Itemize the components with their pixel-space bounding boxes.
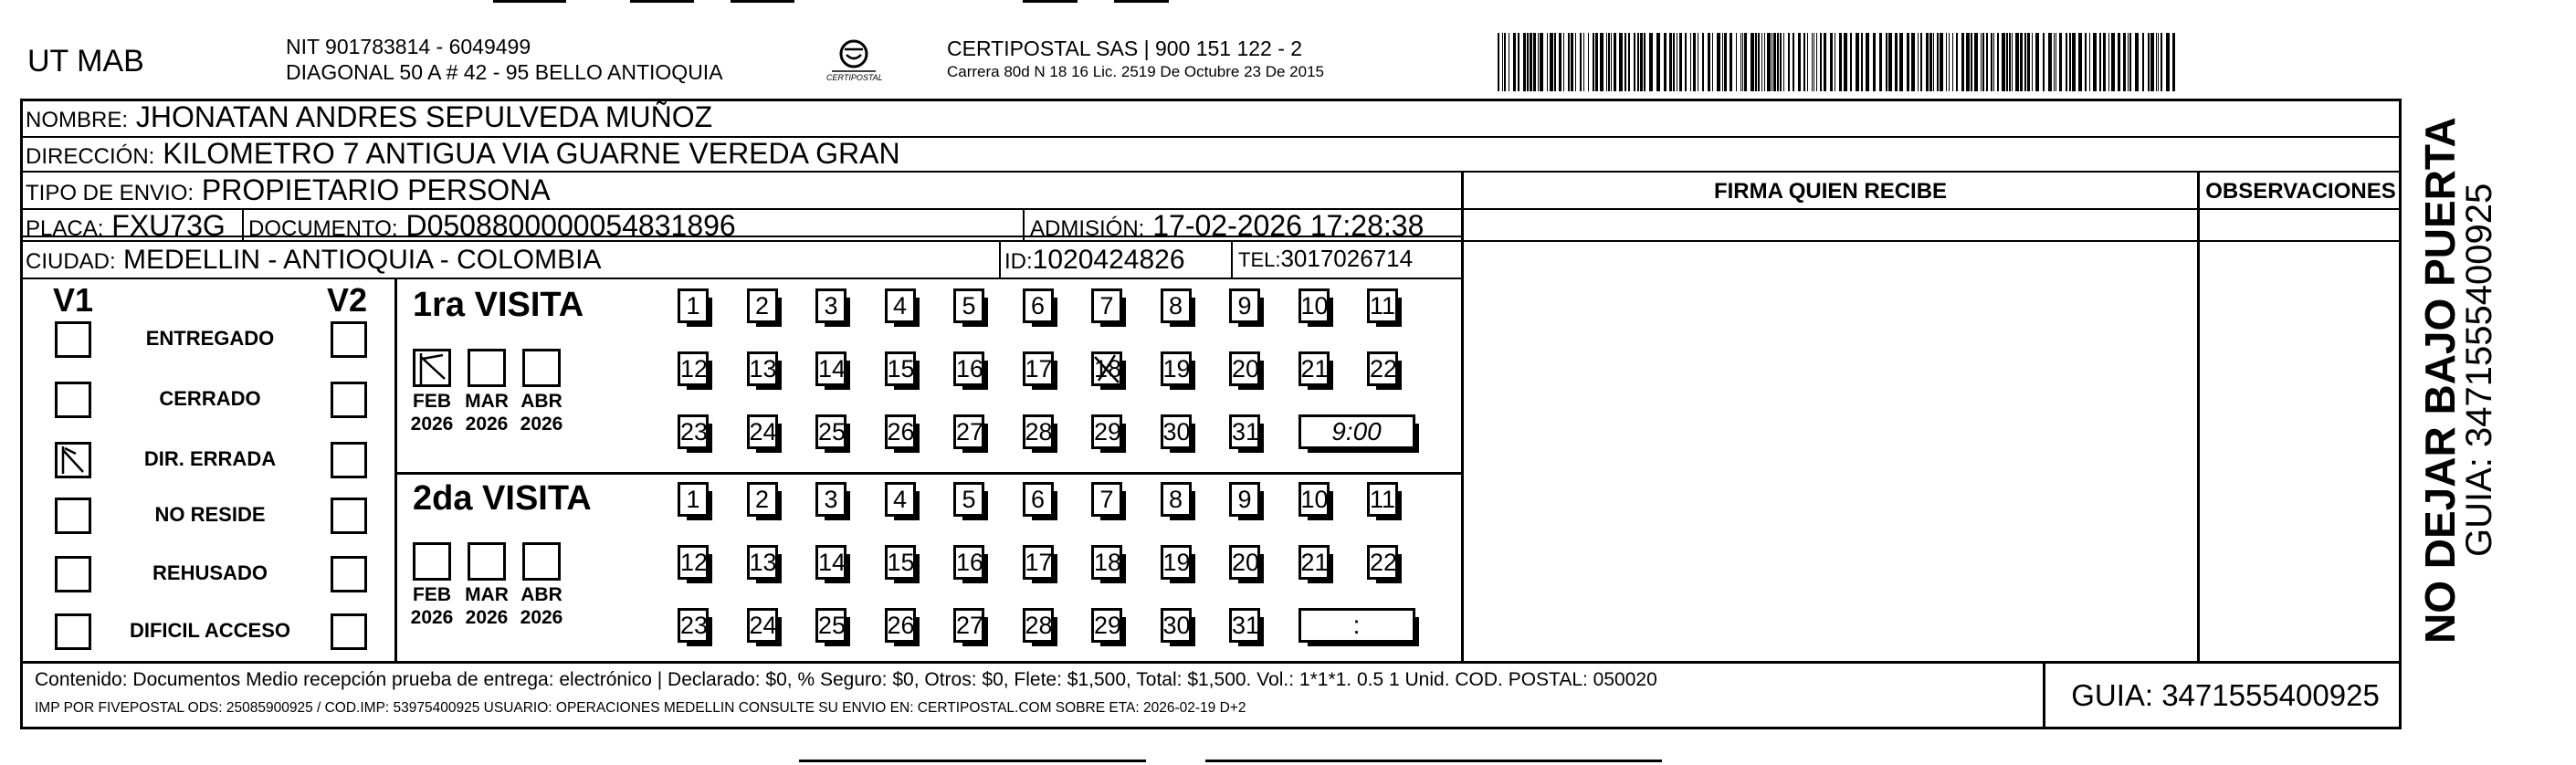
row-divider <box>20 278 1463 279</box>
visit2-title: 2da VISITA <box>413 479 592 518</box>
field-divider <box>999 241 1001 278</box>
field-divider <box>242 209 244 241</box>
day-box[interactable]: 5 <box>953 288 984 323</box>
recipient-name: JHONATAN ANDRES SEPULVEDA MUÑOZ <box>135 100 713 133</box>
month-label: FEB <box>413 584 451 605</box>
document-row <box>248 209 736 243</box>
top-edge-mark <box>493 0 566 3</box>
day-box[interactable]: 1 <box>678 482 709 517</box>
id-label: ID: <box>1004 249 1033 274</box>
month-checkbox[interactable] <box>413 542 451 581</box>
month-checkbox[interactable] <box>522 349 561 387</box>
v2-checkbox[interactable] <box>331 442 367 478</box>
day-box[interactable]: 21 <box>1299 351 1330 386</box>
v1-checkbox[interactable] <box>55 613 91 650</box>
status-visit-divider <box>394 278 397 664</box>
document-label: DOCUMENTO: <box>248 216 398 241</box>
day-box[interactable]: 10 <box>1299 288 1330 323</box>
company-name: CERTIPOSTAL SAS | 900 151 122 - 2 <box>947 37 1303 60</box>
certipostal-logo <box>826 38 881 89</box>
day-box[interactable]: 23 <box>678 414 709 449</box>
month-year: 2026 <box>410 414 454 435</box>
address-label: DIRECCIÓN: <box>26 144 155 169</box>
day-box[interactable]: 18 <box>1091 545 1122 580</box>
month-year: 2026 <box>465 607 509 628</box>
status-option-label: CERRADO <box>159 387 261 410</box>
visit-time: 9:00 <box>1331 417 1382 445</box>
day-box[interactable]: 19 <box>1161 545 1192 580</box>
document-value: D0508800000054831896 <box>405 209 736 242</box>
v1-checkbox[interactable] <box>55 442 91 478</box>
tel-row <box>1238 245 1413 273</box>
footer-guide: GUIA: 3471555400925 <box>2071 678 2380 712</box>
day-box[interactable]: 11 <box>1367 482 1398 517</box>
v2-checkbox[interactable] <box>331 556 367 592</box>
month-label: MAR <box>465 391 509 412</box>
day-box[interactable]: 12 <box>678 351 709 386</box>
status-option-label: DIFICIL ACCESO <box>129 619 290 642</box>
month-label: MAR <box>465 584 509 605</box>
name-label: NOMBRE: <box>26 108 129 132</box>
day-box[interactable]: 5 <box>953 482 984 517</box>
day-box[interactable]: 16 <box>953 545 984 580</box>
address-row <box>26 137 900 171</box>
company-license: Carrera 80d N 18 16 Lic. 2519 De Octubre 23 De 2015 <box>947 63 1324 80</box>
plate-label: PLACA: <box>26 216 104 241</box>
v2-checkbox[interactable] <box>331 613 367 650</box>
day-box[interactable]: 9 <box>1229 288 1260 323</box>
status-option-label: DIR. ERRADA <box>143 447 277 470</box>
day-box[interactable]: 2 <box>747 288 778 323</box>
month-checkbox[interactable] <box>413 349 451 387</box>
day-box[interactable]: 12 <box>678 545 709 580</box>
recipient-address: KILOMETRO 7 ANTIGUA VIA GUARNE VEREDA GRAN <box>163 137 900 170</box>
field-divider <box>1023 209 1025 241</box>
col-divider <box>2197 172 2200 664</box>
day-box[interactable]: 16 <box>953 351 984 386</box>
signature-header: FIRMA QUIEN RECIBE <box>1713 179 1948 204</box>
admission-row <box>1030 209 1424 243</box>
barcode <box>1498 33 2179 91</box>
side-guide: GUIA: 3471555400925 <box>2459 183 2499 557</box>
month-year: 2026 <box>520 607 563 628</box>
day-box[interactable]: 6 <box>1023 288 1054 323</box>
day-box[interactable]: 27 <box>953 414 984 449</box>
type-row <box>26 173 551 207</box>
day-box[interactable]: 17 <box>1023 545 1054 580</box>
month-checkbox[interactable] <box>522 542 561 581</box>
month-label: ABR <box>520 584 563 605</box>
plate-value: FXU73G <box>111 209 226 242</box>
day-box[interactable]: 22 <box>1367 351 1398 386</box>
status-option-label: ENTREGADO <box>145 327 275 350</box>
day-box[interactable]: 7 <box>1091 482 1122 517</box>
day-box[interactable]: 10 <box>1299 482 1330 517</box>
sender-name: UT MAB <box>27 44 144 79</box>
day-box[interactable]: 30 <box>1161 414 1192 449</box>
day-box[interactable]: 2 <box>747 482 778 517</box>
day-box[interactable]: 25 <box>815 608 846 643</box>
day-box[interactable]: 26 <box>885 608 916 643</box>
day-box[interactable]: 19 <box>1161 351 1192 386</box>
day-box[interactable]: 11 <box>1367 288 1398 323</box>
month-year: 2026 <box>520 414 563 435</box>
day-box[interactable]: 26 <box>885 414 916 449</box>
side-notice: NO DEJAR BAJO PUERTA <box>2416 117 2464 644</box>
city-value: MEDELLIN - ANTIOQUIA - COLOMBIA <box>123 245 602 275</box>
month-label: ABR <box>520 391 563 412</box>
v2-label: V2 <box>327 281 368 319</box>
visit-time: : <box>1352 611 1361 639</box>
field-divider <box>1231 241 1233 278</box>
day-box[interactable]: 9 <box>1229 482 1260 517</box>
admission-value: 17-02-2026 17:28:38 <box>1152 209 1425 242</box>
status-option-label: REHUSADO <box>152 561 268 584</box>
bottom-edge-mark <box>799 760 1146 762</box>
top-edge-mark <box>1114 0 1169 3</box>
day-box[interactable]: 8 <box>1161 288 1192 323</box>
day-box[interactable]: 13 <box>747 351 778 386</box>
month-checkbox[interactable] <box>468 542 506 581</box>
visit1-title: 1ra VISITA <box>413 286 584 324</box>
day-box[interactable]: 14 <box>815 351 846 386</box>
day-box[interactable]: 7 <box>1091 288 1122 323</box>
id-value: 1020424826 <box>1032 245 1185 275</box>
v1-checkbox[interactable] <box>55 321 91 358</box>
top-edge-mark <box>1023 0 1078 3</box>
v2-checkbox[interactable] <box>331 382 367 418</box>
day-box[interactable]: 29 <box>1091 608 1122 643</box>
day-box[interactable]: 14 <box>815 545 846 580</box>
day-box[interactable]: 18 <box>1091 351 1122 386</box>
day-box[interactable]: 4 <box>885 482 916 517</box>
row-divider <box>20 171 2402 173</box>
day-box[interactable]: 13 <box>747 545 778 580</box>
day-box[interactable]: 31 <box>1229 608 1260 643</box>
day-box[interactable]: 22 <box>1367 545 1398 580</box>
day-box[interactable]: 8 <box>1161 482 1192 517</box>
col-divider <box>1461 172 1464 664</box>
day-box[interactable]: 17 <box>1023 351 1054 386</box>
v1-checkbox[interactable] <box>55 498 91 534</box>
sender-nit: NIT 901783814 - 6049499 <box>286 35 531 58</box>
day-box[interactable]: 4 <box>885 288 916 323</box>
id-row <box>1004 245 1185 276</box>
plate-row <box>26 209 226 243</box>
sender-address: DIAGONAL 50 A # 42 - 95 BELLO ANTIOQUIA <box>286 60 723 84</box>
status-option-label: NO RESIDE <box>154 503 266 526</box>
type-label: TIPO DE ENVIO: <box>26 181 195 205</box>
month-year: 2026 <box>410 607 454 628</box>
day-box[interactable]: 15 <box>885 545 916 580</box>
day-box[interactable]: 3 <box>815 482 846 517</box>
observations-header: OBSERVACIONES <box>2205 179 2396 204</box>
day-box[interactable]: 27 <box>953 608 984 643</box>
month-checkbox[interactable] <box>468 349 506 387</box>
name-row <box>26 100 712 134</box>
month-label: FEB <box>413 391 451 412</box>
day-box[interactable]: 1 <box>678 288 709 323</box>
day-box[interactable]: 31 <box>1229 414 1260 449</box>
city-label: CIUDAD: <box>26 249 116 274</box>
day-box[interactable]: 24 <box>747 608 778 643</box>
footer-contents: Contenido: Documentos Medio recepción prueba de entrega: electrónico | Declarado: $0, % Seguro: $0, Otros: $0, Flete: $1,500, Total: $1,500. Vol.: 1*1*1. 0.5 1 Unid. COD. POSTAL: 050020 <box>35 669 1657 690</box>
tel-label: TEL: <box>1238 248 1281 271</box>
footer-divider <box>2043 664 2045 729</box>
visit-divider <box>394 472 1463 475</box>
day-box[interactable]: 3 <box>815 288 846 323</box>
time-box[interactable] <box>1299 608 1415 643</box>
v1-checkbox[interactable] <box>55 382 91 418</box>
v1-checkbox[interactable] <box>55 556 91 592</box>
v2-checkbox[interactable] <box>331 321 367 358</box>
v2-checkbox[interactable] <box>331 498 367 534</box>
bottom-edge-mark <box>1205 760 1662 762</box>
day-box[interactable]: 20 <box>1229 351 1260 386</box>
day-box[interactable]: 24 <box>747 414 778 449</box>
footer-print-info: IMP POR FIVEPOSTAL ODS: 25085900925 / COD.IMP: 53975400925 USUARIO: OPERACIONES MEDELLIN CONSULTE SU ENVIO EN: CERTIPOSTAL.COM SOBRE ETA: 2026-02-19 D+2 <box>35 700 1246 716</box>
v1-label: V1 <box>53 281 94 319</box>
city-row <box>26 245 601 276</box>
tel-value: 3017026714 <box>1280 245 1414 272</box>
day-box[interactable]: 6 <box>1023 482 1054 517</box>
day-box[interactable]: 30 <box>1161 608 1192 643</box>
day-box[interactable]: 23 <box>678 608 709 643</box>
top-edge-mark <box>731 0 794 3</box>
day-box[interactable]: 15 <box>885 351 916 386</box>
admission-label: ADMISIÓN: <box>1030 216 1145 241</box>
day-box[interactable]: 20 <box>1229 545 1260 580</box>
month-year: 2026 <box>465 414 509 435</box>
day-box[interactable]: 25 <box>815 414 846 449</box>
logo-text: CERTIPOSTAL <box>826 73 883 82</box>
day-box[interactable]: 28 <box>1023 414 1054 449</box>
time-box[interactable] <box>1299 414 1415 449</box>
shipment-type: PROPIETARIO PERSONA <box>201 173 551 206</box>
top-edge-mark <box>630 0 694 3</box>
day-box[interactable]: 29 <box>1091 414 1122 449</box>
day-box[interactable]: 21 <box>1299 545 1330 580</box>
day-box[interactable]: 28 <box>1023 608 1054 643</box>
